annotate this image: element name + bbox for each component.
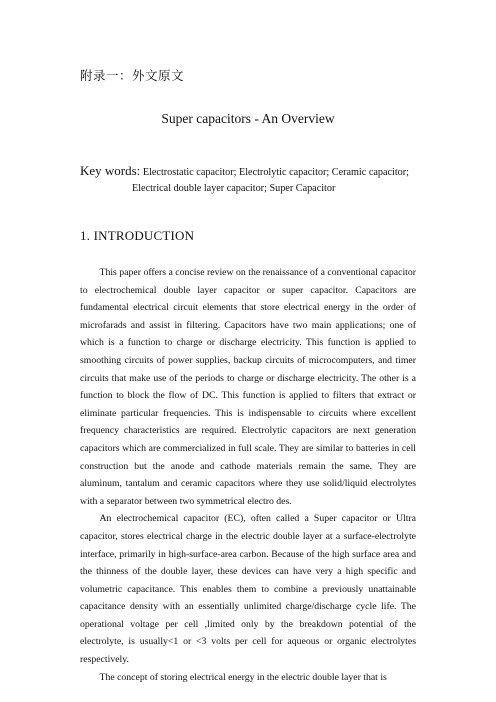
paragraph: The concept of storing electrical energy in the electric double layer that is [99, 671, 387, 683]
paper-title: Super capacitors - An Overview [161, 111, 335, 126]
keywords-label: Key words: [80, 163, 141, 178]
paragraph: This paper offers a concise review on the renaissance of a conventional capacitor to electrochemical double layer capacitor or super capacitor. Capacitors are fundamental electrical circuit elements that store electrical energy in the order of microfarads and assist in filtering. Capacitors have two main applications; one of which is a function to charge or discharge electricity. This function is applied to smoothing circuits of power supplies, backup circuits of microcomputers, and timer circuits that make use of the periods to charge or discharge electricity. The other is a function to block the flow of DC. This function is applied to filters that extract or eliminate particular frequencies. This is indispensable to circuits where excellent frequency characteristics are required. Electrolytic capacitors are next generation capacitors which are commercialized in full scale. They are similar to batteries in cell construction but the anode and cathode materials remain the same. They are aluminum, tantalum and ceramic capacitors where they use solid/liquid electrolytes with a separator between two symmetrical electro des. [80, 267, 416, 507]
appendix-heading: 附录一：外文原文 [80, 68, 185, 83]
keywords-text-2: Electrical double layer capacitor; Super Capacitor [132, 183, 336, 194]
paragraph: An electrochemical capacitor (EC), often called a Super capacitor or Ultra capacitor, stores electrical charge in the electric double layer at a surface-electrolyte interface, primarily in high-surface-area carbon. Because of the high surface area and the thinness of the double layer, these devices can have very a high specific and volumetric capacitance. This enables them to combine a previously unattainable capacitance density with an essentially unlimited charge/discharge cycle life. The operational voltage per cell ,limited only by the breakdown potential of the electrolyte, is usually<1 or <3 volts per cell for aqueous or organic electrolytes respectively. [80, 513, 416, 666]
keywords-line [80, 163, 409, 179]
section-heading: 1. INTRODUCTION [80, 228, 195, 243]
keywords-text-1: Electrostatic capacitor; Electrolytic capacitor; Ceramic capacitor; [140, 167, 409, 178]
body-text [80, 264, 416, 686]
